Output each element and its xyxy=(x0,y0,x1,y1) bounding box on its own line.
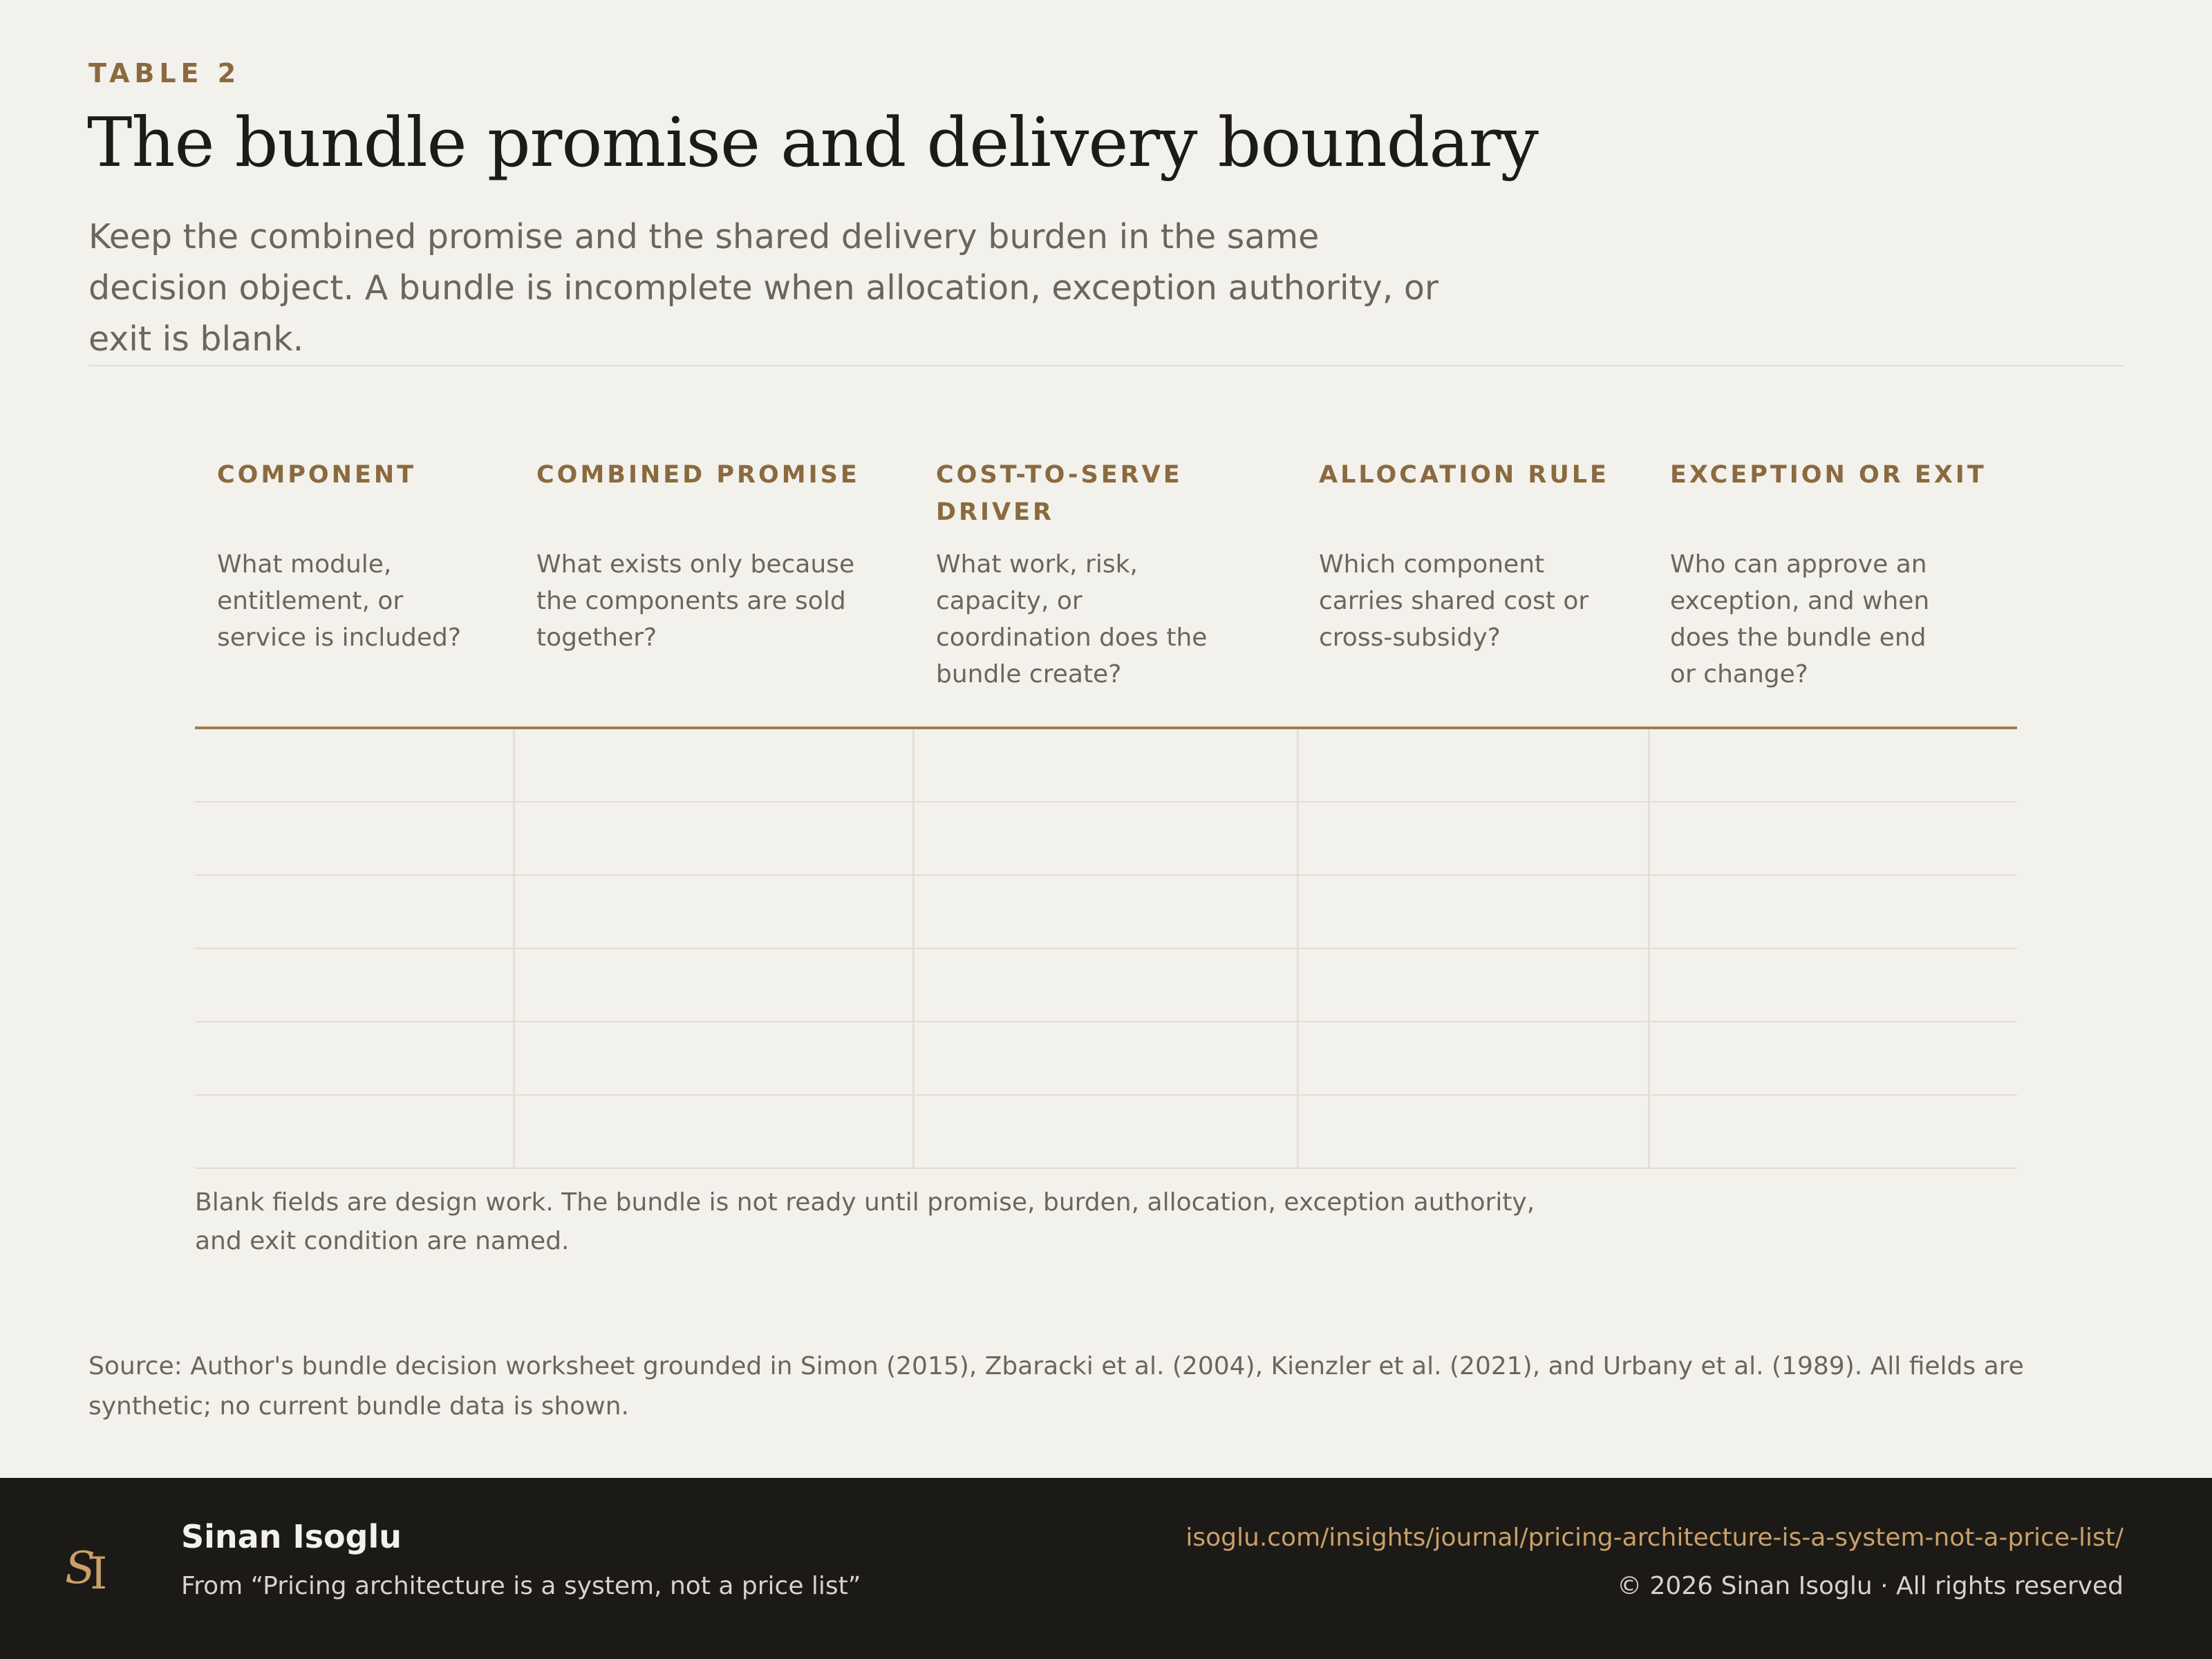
table-cell[interactable] xyxy=(915,1096,1297,1169)
svg-text:S: S xyxy=(65,1543,95,1594)
author-name: Sinan Isoglu xyxy=(181,1518,402,1555)
column-description: Which component carries shared cost or cross-subsidy? xyxy=(1319,550,1589,652)
article-link[interactable]: isoglu.com/insights/journal/pricing-architecture-is-a-system-not-a-price-list/ xyxy=(1185,1524,2124,1552)
table-cell[interactable] xyxy=(915,803,1297,876)
table-cell[interactable] xyxy=(915,729,1297,803)
column-description: What module, entitlement, or service is included? xyxy=(217,550,461,652)
table-cell[interactable] xyxy=(915,876,1297,949)
article-reference: From “Pricing architecture is a system, not a price list” xyxy=(181,1572,861,1600)
table-cell[interactable] xyxy=(195,876,513,949)
column-header-combined-promise xyxy=(536,456,910,652)
table-cell[interactable] xyxy=(1650,1096,2017,1169)
table-cell[interactable] xyxy=(915,1022,1297,1096)
table-cell[interactable] xyxy=(195,729,513,803)
column-label: COMPONENT xyxy=(217,461,417,489)
table-cell[interactable] xyxy=(1299,803,1648,876)
table-cell[interactable] xyxy=(195,1022,513,1096)
table-cell[interactable] xyxy=(515,1022,912,1096)
table-cell[interactable] xyxy=(1650,729,2017,803)
table-cell[interactable] xyxy=(515,876,912,949)
column-description: What exists only because the components are sold together? xyxy=(536,550,855,652)
table-cell[interactable] xyxy=(515,729,912,803)
table-cell[interactable] xyxy=(1650,949,2017,1022)
table-cell[interactable] xyxy=(195,1096,513,1169)
column-label: COMBINED PROMISE xyxy=(536,461,860,489)
table-cell[interactable] xyxy=(1650,876,2017,949)
header-divider xyxy=(88,365,2124,366)
table-cell[interactable] xyxy=(195,803,513,876)
table-body xyxy=(195,729,2017,1169)
column-header-allocation-rule xyxy=(1319,456,1651,652)
column-description: Who can approve an exception, and when does the bundle end or change? xyxy=(1670,550,1930,688)
table-row xyxy=(195,949,2017,1022)
table-cell[interactable] xyxy=(515,1096,912,1169)
column-header-component xyxy=(217,456,507,652)
table-row xyxy=(195,1096,2017,1169)
column-label: EXCEPTION OR EXIT xyxy=(1670,461,1987,489)
copyright-notice: © 2026 Sinan Isoglu · All rights reserved xyxy=(1617,1572,2124,1600)
table-cell[interactable] xyxy=(195,949,513,1022)
page-subtitle: Keep the combined promise and the shared delivery burden in the same decision object. A bundle is incomplete when allocation, exception authority, or exit is blank. xyxy=(88,217,1439,359)
table-number-label: TABLE 2 xyxy=(88,58,241,88)
column-description: What work, risk, capacity, or coordination does the bundle create? xyxy=(936,550,1208,688)
table-cell[interactable] xyxy=(1650,803,2017,876)
table-cell[interactable] xyxy=(1650,1022,2017,1096)
page-title: The bundle promise and delivery boundary xyxy=(87,104,1539,182)
svg-text:I: I xyxy=(90,1548,108,1598)
table-cell[interactable] xyxy=(1299,1022,1648,1096)
table-header xyxy=(195,456,2017,728)
column-header-cost-to-serve-driver xyxy=(936,456,1233,688)
table-cell[interactable] xyxy=(1299,729,1648,803)
table-cell[interactable] xyxy=(1299,1096,1648,1169)
table-row xyxy=(195,803,2017,876)
table-note: Blank fields are design work. The bundle is not ready until promise, burden, allocation, exception authority, and exit condition are named. xyxy=(195,1188,1535,1255)
table-row xyxy=(195,876,2017,949)
table-cell[interactable] xyxy=(515,949,912,1022)
table-cell[interactable] xyxy=(515,803,912,876)
source-citation: Source: Author's bundle decision worksheet grounded in Simon (2015), Zbaracki et al. (2004), Kienzler et al. (2021), and Urbany et al. (1989). All fields are synthetic; no current bundle data is shown. xyxy=(88,1352,2024,1421)
table-cell[interactable] xyxy=(915,949,1297,1022)
column-label: COST-TO-SERVE DRIVER xyxy=(936,461,1183,526)
bundle-worksheet-table xyxy=(195,456,2017,728)
table-row xyxy=(195,729,2017,803)
monogram-logo-icon xyxy=(64,1539,119,1598)
table-cell[interactable] xyxy=(1299,876,1648,949)
column-header-exception-or-exit xyxy=(1670,456,2002,688)
table-cell[interactable] xyxy=(1299,949,1648,1022)
table-row xyxy=(195,1022,2017,1096)
footer xyxy=(0,1478,2212,1659)
column-label: ALLOCATION RULE xyxy=(1319,461,1609,489)
